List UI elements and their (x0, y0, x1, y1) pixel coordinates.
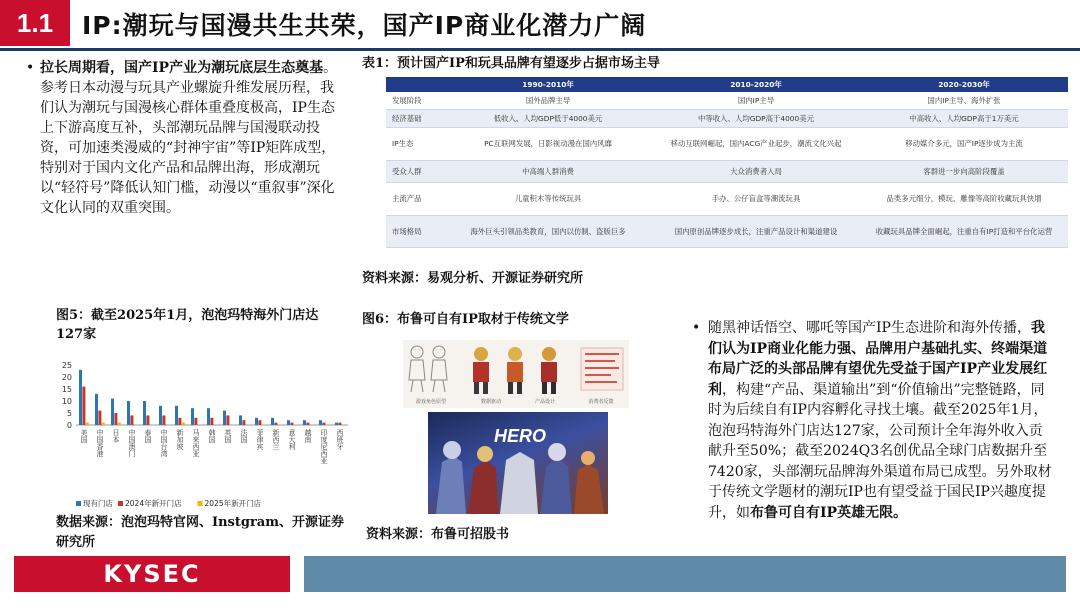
process-label: 数据驱动 (480, 399, 502, 405)
table-header-cell (386, 77, 444, 92)
table-cell: 大众消费者入局 (652, 160, 860, 182)
chart-bar (239, 415, 242, 425)
table-source: 资料来源：易观分析、开源证券研究所 (362, 271, 584, 286)
fig5-title: 图5：截至2025年1月，泡泡玛特海外门店达127家 (56, 308, 319, 342)
chart-bar (335, 423, 338, 425)
store-count-chart (56, 353, 352, 513)
table-cell: 收藏玩具品牌全面崛起，注重自有IP打造和平台化运营 (860, 215, 1068, 247)
chart-bar (194, 418, 197, 425)
kysec-logo: KYSEC (14, 556, 290, 592)
chart-bar (210, 418, 213, 425)
chart-bar (82, 387, 85, 425)
legend-swatch (76, 501, 81, 506)
x-tick-label: 西班牙 (336, 429, 344, 450)
chart-bar (95, 394, 98, 425)
right-paragraph-bold: 布鲁可自有IP英雄无限。 (750, 504, 908, 521)
x-tick-label: 中国澳门 (128, 429, 136, 457)
left-paragraph (26, 58, 340, 218)
x-tick-label: 美国 (80, 429, 88, 443)
table-title: 表1：预计国产IP和玩具品牌有望逐步占据市场主导 (362, 56, 660, 71)
fig6-title: 图6：布鲁可自有IP取材于传统文学 (362, 312, 569, 327)
table-cell: 中高端人群消费 (444, 160, 652, 182)
y-tick-label: 10 (61, 397, 72, 406)
chart-bar (178, 418, 181, 425)
x-tick-label: 意大利 (288, 429, 296, 450)
table-header-cell: 2020-2030年 (860, 77, 1068, 92)
chart-bar (175, 406, 178, 425)
bullet-icon: • (692, 320, 701, 336)
toy-figure-icon (473, 347, 557, 394)
chart-bar (207, 408, 210, 425)
chart-bar (182, 423, 185, 425)
chart-bar (127, 401, 130, 425)
chart-bar (114, 413, 117, 425)
chart-bar (258, 420, 261, 425)
left-paragraph-body: 。参考日本动漫与玩具产业螺旋升维发展历程，我们认为潮玩与国漫核心群体重叠度极高，IP生态上下游高度互补，头部潮玩品牌与国漫联动投资，可加速类漫威的“封神宇宙”等IP矩阵成型，特别对于国内文化产品和品牌出海，形成潮玩以“轻符号”降低认知门槛，动漫以“重叙事”深化文化认同的双重突围。 (40, 60, 338, 216)
chart-bar (255, 418, 258, 425)
chart-bar (338, 423, 341, 425)
table-cell: 国内IP主导 (652, 92, 860, 109)
page-title: IP:潮玩与国漫共生共荣，国产IP商业化潜力广阔 (82, 11, 647, 40)
chart-bar (287, 420, 290, 425)
legend-label: 现有门店 (83, 499, 113, 508)
x-tick-label: 印度尼西亚 (320, 429, 328, 464)
legend-label: 2024年新开门店 (125, 499, 182, 508)
fig5-source: 数据来源：泡泡玛特官网、Instgram、开源证券研究所 (56, 515, 344, 550)
y-tick-label: 25 (61, 361, 72, 370)
chart-bar (226, 415, 229, 425)
table-cell: 经济基础 (386, 109, 444, 127)
chart-bar (242, 420, 245, 425)
chart-bar (290, 423, 293, 425)
section-number: 1.1 (0, 0, 70, 46)
table-cell: 移动媒介多元，国产IP逐步成为主流 (860, 127, 1068, 160)
right-paragraph (692, 318, 1056, 523)
ip-design-process-image (403, 340, 629, 408)
chart-bar (79, 370, 82, 425)
table-cell: 品类多元细分，模玩、雕像等高阶收藏玩具快增 (860, 182, 1068, 215)
table-row (386, 92, 1068, 109)
header-divider (0, 48, 1080, 51)
chart-bar (146, 415, 149, 425)
legend-swatch (118, 501, 123, 506)
table-cell: 手办、公仔盲盒等潮流玩具 (652, 182, 860, 215)
hero-poster-image (428, 412, 608, 514)
chart-bar (130, 415, 133, 425)
chart-bar (86, 423, 89, 425)
right-paragraph-text: ，构建“产品、渠道输出”到“价值输出”完整链路，同时为后续自有IP内容孵化寻找土壤。截至2025年1月，泡泡玛特海外门店达127家，公司预计全年海外收入贡献升至50%；截至2024Q3名创优品全球门店数据升至7420家，头部潮玩品牌海外渠道布局已成型。另外取材于传统文学题材的潮玩IP也有望受益于国民IP兴趣度提升，如 (708, 381, 1052, 521)
chart-bar (306, 423, 309, 425)
table-row (386, 109, 1068, 127)
central-hero-icon (500, 452, 538, 514)
legend-label: 2025年新开门店 (204, 499, 262, 508)
table-cell: 儿童积木等传统玩具 (444, 182, 652, 215)
chart-bar (191, 408, 194, 425)
sketch-figure-icon (409, 346, 447, 392)
x-tick-label: 泰国 (144, 429, 152, 443)
table-cell: IP生态 (386, 127, 444, 160)
x-tick-label: 马来西亚 (192, 429, 200, 457)
x-tick-label: 韩国 (208, 429, 216, 443)
table-row (386, 215, 1068, 247)
fig6-source: 资料来源：布鲁可招股书 (366, 527, 510, 542)
table-header-row (386, 77, 1068, 92)
x-tick-label: 新加坡 (176, 429, 184, 450)
table-cell: 市场格局 (386, 215, 444, 247)
table-cell: 中高收入、人均GDP高于1万美元 (860, 109, 1068, 127)
toy-figures-illustration (403, 340, 629, 408)
chart-bar (118, 423, 121, 425)
y-tick-label: 15 (61, 385, 72, 394)
chart-bar (159, 406, 162, 425)
chart-bar (271, 418, 274, 425)
table-cell: 客群进一步向高阶段覆盖 (860, 160, 1068, 182)
chart-bar (143, 401, 146, 425)
table-cell: 主流产品 (386, 182, 444, 215)
process-label: 游戏角色原型 (415, 399, 447, 405)
x-tick-label: 日本 (112, 429, 120, 443)
table-cell: 国外品牌主导 (444, 92, 652, 109)
table-cell: 发展阶段 (386, 92, 444, 109)
table-cell: 移动互联网崛起，国内ACG产业起步，潮流文化兴起 (652, 127, 860, 160)
chart-bar (322, 423, 325, 425)
hero-logo-text: HERO (493, 426, 547, 446)
y-tick-label: 20 (61, 373, 72, 382)
x-tick-label: 新西兰 (272, 429, 280, 450)
x-tick-label: 法国 (240, 429, 248, 443)
chart-bar (162, 415, 165, 425)
right-paragraph-text: 随黑神话悟空、哪吒等国产IP生态进阶和海外传播， (708, 320, 1031, 336)
table-cell: 海外巨头引领品类教育，国内以仿制、盗版巨多 (444, 215, 652, 247)
chart-bar (98, 411, 101, 425)
table-header-cell: 1990-2010年 (444, 77, 652, 92)
hero-characters-illustration (428, 412, 608, 514)
chart-bar (303, 420, 306, 425)
table-header-cell: 2010-2020年 (652, 77, 860, 92)
footer-bar (304, 556, 1066, 592)
chart-bar (223, 411, 226, 425)
process-label: 产品设计 (534, 399, 556, 405)
table-row (386, 160, 1068, 182)
process-label: 消费者反馈 (588, 399, 614, 405)
table-cell: 国内IP主导、海外扩张 (860, 92, 1068, 109)
table-cell: 低收入、人均GDP低于4000美元 (444, 109, 652, 127)
x-tick-label: 中国香港 (96, 429, 104, 457)
y-tick-label: 5 (66, 409, 72, 418)
chart-bar (102, 423, 105, 425)
x-tick-label: 菲律宾 (256, 429, 264, 450)
table-cell: 受众人群 (386, 160, 444, 182)
chart-bar (111, 399, 114, 425)
x-tick-label: 英国 (224, 429, 232, 443)
x-tick-label: 越南 (304, 429, 312, 443)
table-cell: 国内原创品牌逐步成长，注重产品设计和渠道建设 (652, 215, 860, 247)
bullet-icon: • (26, 60, 35, 76)
x-tick-label: 中国台湾 (160, 429, 168, 457)
right-paragraph-bold: 我们认为IP商业化能力强、品牌用户基础扎实、终端渠道布局广泛的头部品牌有望优先受益于国产IP产业发展红利 (708, 320, 1048, 398)
legend-swatch (198, 501, 203, 506)
table-cell: PC互联网发展，日影视动漫在国内风靡 (444, 127, 652, 160)
table-row (386, 182, 1068, 215)
table-row (386, 127, 1068, 160)
y-tick-label: 0 (66, 421, 72, 430)
left-paragraph-bold: 拉长周期看，国产IP产业为潮玩底层生态奠基 (40, 60, 324, 76)
chart-bar (274, 423, 277, 425)
table-cell: 中等收入、人均GDP高于4000美元 (652, 109, 860, 127)
chart-bar (319, 420, 322, 425)
market-table (386, 77, 1068, 248)
